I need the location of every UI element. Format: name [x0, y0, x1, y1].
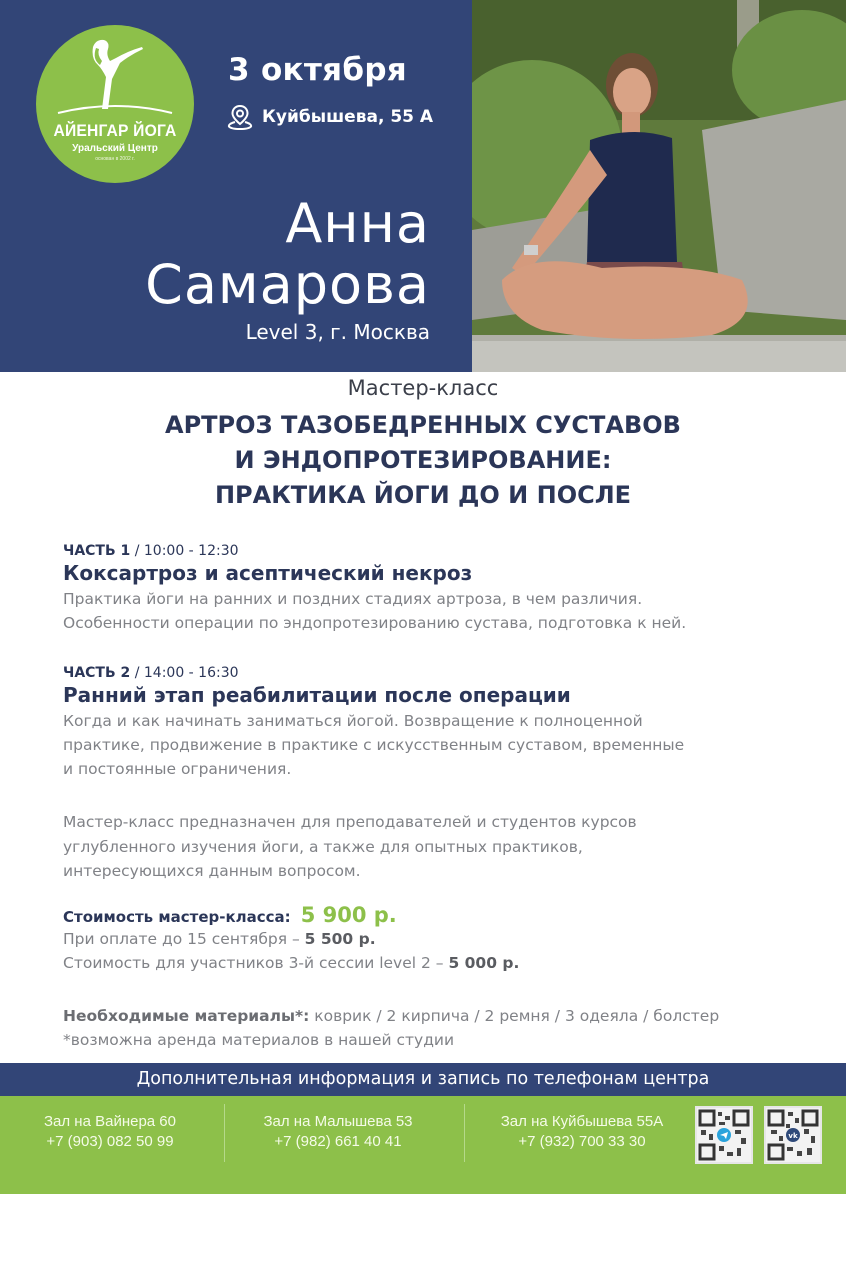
- teacher-yoga-photo-illustration: [472, 0, 846, 372]
- contacts-panel: [0, 1096, 846, 1194]
- hall-name: Зал на Куйбышева 55А: [500, 1113, 664, 1130]
- materials-note: *возможна аренда материалов в нашей студии: [63, 1031, 455, 1049]
- price-label: Стоимость мастер-класса:: [63, 908, 291, 926]
- part-2-section: [63, 665, 803, 781]
- hall-phone[interactable]: +7 (932) 700 33 30: [518, 1133, 646, 1150]
- event-address: [226, 103, 433, 131]
- part-2-title: Ранний этап реабилитации после операции: [63, 683, 571, 707]
- audience-line: углубленного изучения йоги, а также для опытных практиков,: [63, 837, 583, 856]
- logo-since: основан в 2002 г.: [95, 156, 135, 162]
- teacher-last-name: Самарова: [145, 253, 430, 316]
- title-line: И ЭНДОПРОТЕЗИРОВАНИЕ:: [234, 446, 612, 474]
- desc-line: и постоянные ограничения.: [63, 760, 292, 778]
- audience-line: интересующихся данным вопросом.: [63, 862, 361, 880]
- desc-line: Практика йоги на ранних и поздних стадиях артроза, в чем различия.: [63, 590, 643, 608]
- part-1-title: Коксартроз и асептический некроз: [63, 561, 473, 585]
- audience-line: Мастер-класс предназначен для преподавателей и студентов курсов: [63, 813, 637, 831]
- session-price-text: Стоимость для участников 3-й сессии level 2 –: [63, 954, 449, 972]
- price-value: 5 900 р.: [300, 903, 397, 927]
- early-price-text: При оплате до 15 сентября –: [63, 930, 305, 948]
- session-price-value: 5 000 р.: [448, 954, 520, 972]
- price-main: [63, 903, 803, 927]
- logo-subtitle: Уральский Центр: [72, 143, 158, 154]
- hero-banner: [0, 0, 846, 372]
- materials-items: коврик / 2 кирпича / 2 ремня / 3 одеяла / болстер: [309, 1007, 720, 1025]
- masterclass-title: [0, 408, 846, 513]
- hall-kuibysheva: [482, 1112, 682, 1152]
- location-pin-icon: [226, 103, 254, 131]
- part-2-header: [63, 665, 803, 681]
- part-1-description: [63, 587, 803, 635]
- part-2-description: [63, 709, 803, 781]
- logo-title: АЙЕНГАР ЙОГА: [53, 121, 177, 140]
- divider: [224, 1104, 225, 1162]
- hall-name: Зал на Вайнера 60: [43, 1113, 176, 1130]
- session-price: [63, 951, 803, 975]
- teacher-level: Level 3, г. Москва: [245, 320, 430, 344]
- part-label: ЧАСТЬ 2: [63, 665, 131, 681]
- hall-phone[interactable]: +7 (903) 082 50 99: [46, 1133, 174, 1150]
- svg-text:vk: vk: [788, 1132, 798, 1140]
- hall-name: Зал на Малышева 53: [263, 1113, 413, 1130]
- hall-malysheva: [238, 1112, 438, 1152]
- part-time: / 14:00 - 16:30: [130, 665, 239, 681]
- divider: [464, 1104, 465, 1162]
- hall-vainera: [10, 1112, 210, 1152]
- telegram-qr-code[interactable]: [695, 1106, 753, 1164]
- part-label: ЧАСТЬ 1: [63, 543, 131, 559]
- pricing-section: [63, 903, 803, 975]
- title-line: ПРАКТИКА ЙОГИ ДО И ПОСЛЕ: [214, 481, 632, 509]
- teacher-first-name: Анна: [285, 192, 430, 255]
- hero-info-panel: [0, 0, 472, 372]
- materials-section: [63, 1004, 823, 1052]
- part-1-header: [63, 543, 803, 559]
- desc-line: Когда и как начинать заниматься йогой. Возвращение к полноценной: [63, 712, 643, 730]
- early-price: [63, 927, 803, 951]
- desc-line: практике, продвижение в практике с искусственным суставом, временные: [63, 736, 685, 754]
- hall-phone[interactable]: +7 (982) 661 40 41: [274, 1133, 402, 1150]
- audience-note: [63, 810, 803, 884]
- qr-code-icon: [766, 1108, 820, 1162]
- part-1-section: [63, 543, 803, 635]
- teacher-photo: [472, 0, 846, 372]
- masterclass-label: Мастер-класс: [347, 376, 499, 400]
- info-bar: Дополнительная информация и запись по телефонам центра: [0, 1063, 846, 1096]
- qr-code-icon: [697, 1108, 751, 1162]
- vk-qr-code[interactable]: [764, 1106, 822, 1164]
- title-line: АРТРОЗ ТАЗОБЕДРЕННЫХ СУСТАВОВ: [165, 411, 681, 439]
- desc-line: Особенности операции по эндопротезированию сустава, подготовка к ней.: [63, 614, 687, 632]
- address-text: Куйбышева, 55 А: [262, 107, 434, 127]
- materials-label: Необходимые материалы*:: [63, 1007, 310, 1025]
- part-time: / 10:00 - 12:30: [130, 543, 239, 559]
- materials-line: [63, 1004, 823, 1028]
- early-price-value: 5 500 р.: [304, 930, 376, 948]
- iyengar-yoga-logo: [36, 25, 194, 183]
- event-date: 3 октября: [228, 52, 408, 88]
